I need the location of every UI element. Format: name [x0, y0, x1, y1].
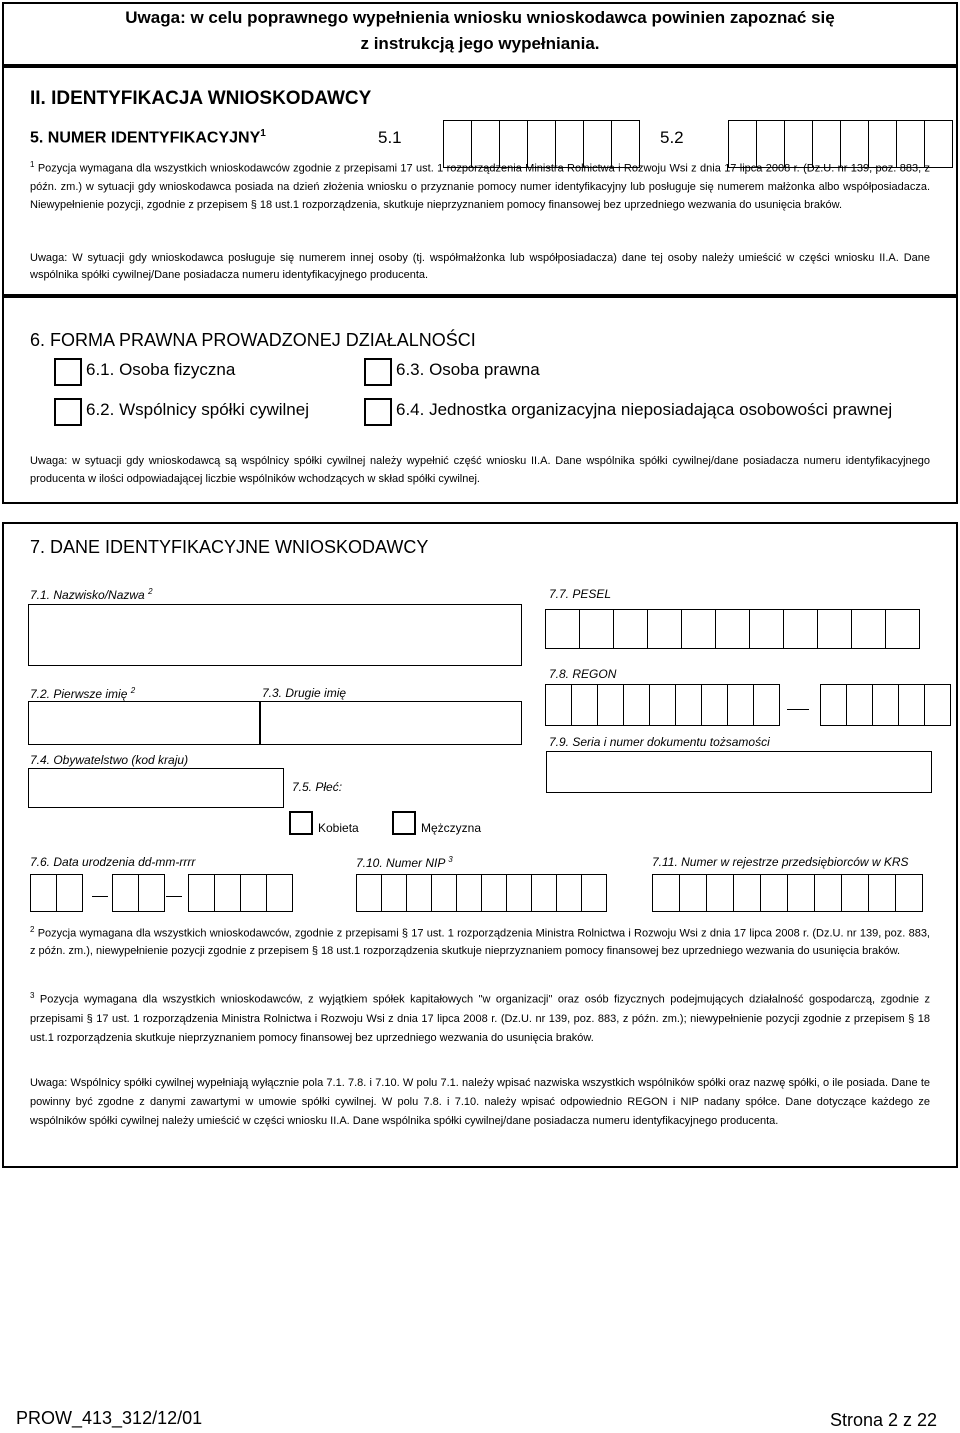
regon-dash — [787, 709, 809, 710]
gender-female-checkbox[interactable] — [289, 811, 313, 835]
nip-digit-cell[interactable] — [581, 874, 607, 912]
header-line-2: z instrukcją jego wypełniania. — [360, 34, 600, 53]
id-document-label: 7.9. Seria i numer dokumentu tożsamości — [549, 735, 770, 749]
nip-digit-cell[interactable] — [456, 874, 482, 912]
krs-digit-cell[interactable] — [679, 874, 707, 912]
legal-form-natural-person-checkbox[interactable] — [54, 358, 82, 386]
date-digit-cell[interactable] — [56, 874, 83, 912]
id-part-1-label: 5.1 — [378, 128, 402, 147]
gender-label: 7.5. Płeć: — [292, 780, 343, 794]
pesel-digit-cell[interactable] — [817, 609, 852, 649]
regon-digit-cell[interactable] — [649, 684, 676, 726]
pesel-label: 7.7. PESEL — [549, 587, 612, 601]
citizenship-field[interactable] — [28, 768, 284, 808]
legal-form-organizational-unit-label: 6.4. Jednostka organizacyjna nieposiadająca osobowości prawnej — [396, 400, 893, 419]
nip-digit-cell[interactable] — [431, 874, 457, 912]
gender-female-label: Kobieta — [318, 821, 359, 835]
surname-field[interactable] — [28, 604, 522, 666]
legal-form-legal-person-checkbox[interactable] — [364, 358, 392, 386]
pesel-digit-cell[interactable] — [851, 609, 886, 649]
nip-digit-cell[interactable] — [381, 874, 407, 912]
legal-form-legal-person-label: 6.3. Osoba prawna — [396, 360, 540, 379]
nip-digit-cell[interactable] — [406, 874, 432, 912]
date-digit-cell[interactable] — [240, 874, 267, 912]
krs-digit-cell[interactable] — [652, 874, 680, 912]
legal-form-civil-partnership-checkbox[interactable] — [54, 398, 82, 426]
section-2-title: II. IDENTYFIKACJA WNIOSKODAWCY — [30, 88, 372, 109]
header-line-1: Uwaga: w celu poprawnego wypełnienia wniosku wnioskodawca powinien zapoznać się — [125, 8, 835, 27]
id-number-label: 5. NUMER IDENTYFIKACYJNY$^1$ — [30, 128, 266, 147]
birth-date-dash-1 — [92, 896, 108, 897]
date-digit-cell[interactable] — [112, 874, 139, 912]
legal-form-civil-partnership-label: 6.2. Wspólnicy spółki cywilnej — [86, 400, 309, 419]
section-7-title: 7. DANE IDENTYFIKACYJNE WNIOSKODAWCY — [30, 537, 429, 557]
regon-digit-cell[interactable] — [753, 684, 780, 726]
krs-digit-cell[interactable] — [895, 874, 923, 912]
legal-form-natural-person-label: 6.1. Osoba fizyczna — [86, 360, 236, 379]
id-document-field[interactable] — [546, 751, 932, 793]
nip-digit-cell[interactable] — [481, 874, 507, 912]
nip-digit-cell[interactable] — [356, 874, 382, 912]
gender-male-label: Mężczyzna — [421, 821, 482, 835]
surname-label: 7.1. Nazwisko/Nazwa $^2$ — [30, 587, 153, 602]
section-6-title: 6. FORMA PRAWNA PROWADZONEJ DZIAŁALNOŚCI — [30, 330, 476, 350]
krs-digit-cell[interactable] — [787, 874, 815, 912]
regon-digit-cell[interactable] — [727, 684, 754, 726]
pesel-digit-cell[interactable] — [749, 609, 784, 649]
date-digit-cell[interactable] — [188, 874, 215, 912]
footnote-1: $^1$ Pozycja wymagana dla wszystkich wnioskodawców zgodnie z przepisami 17 ust. 1 rozporządzenia Ministra Rolnictwa i Rozwoju Wsi z dnia 17 lipca 2008 r. (Dz.U. nr 139, poz. 883, z późn. zm.) w sytuacji gdy wnioskodawca posiada na dzień złożenia wniosku o przyznanie pomocy numer identyfikacyjny lub posługuje się numerem małżonka albo współposiadacza. Niewypełnienie pozycji, zgodnie z przepisem § 18 ust.1 rozporządzenia, skutkuje nieprzyznaniem pomocy finansowej bez uprzedniego wezwania do usunięcia braków. — [30, 160, 930, 211]
pesel-digit-cell[interactable] — [681, 609, 716, 649]
pesel-digit-cell[interactable] — [783, 609, 818, 649]
krs-digit-cell[interactable] — [706, 874, 734, 912]
nip-digit-cell[interactable] — [531, 874, 557, 912]
regon-digit-cell[interactable] — [846, 684, 873, 726]
regon-digit-cell[interactable] — [597, 684, 624, 726]
regon-digit-cell[interactable] — [623, 684, 650, 726]
pesel-digit-cell[interactable] — [579, 609, 614, 649]
pesel-digit-cell[interactable] — [715, 609, 750, 649]
krs-digit-cell[interactable] — [814, 874, 842, 912]
first-name-label: 7.2. Pierwsze imię $^2$ — [30, 686, 136, 701]
regon-digit-cell[interactable] — [924, 684, 951, 726]
section-2-note: Uwaga: W sytuacji gdy wnioskodawca posługuje się numerem innej osoby (tj. współmałżonka lub współposiadacza) dane tej osoby należy umieścić w części wniosku II.A. Dane wspólnika spółki cywilnej/Dane posiadacza numeru identyfikacyjnego producenta. — [30, 252, 930, 281]
date-digit-cell[interactable] — [266, 874, 293, 912]
krs-digit-cell[interactable] — [733, 874, 761, 912]
id-part-2-label: 5.2 — [660, 128, 684, 147]
regon-digit-cell[interactable] — [820, 684, 847, 726]
footnote-3: $^3$ Pozycja wymagana dla wszystkich wnioskodawców, z wyjątkiem spółek kapitałowych "w organizacji" oraz osób fizycznych podejmujących działalność gospodarczą, zgodnie z przepisami § 17 ust. 1 rozporządzenia Ministra Rolnictwa i Rozwoju Wsi z dnia 17 lipca 2008 r. (Dz.U. nr 139, poz. 883, z późn. zm.); niewypełnienie pozycji zgodnie z przepisem § 18 ust.1 rozporządzenia skutkuje nieprzyznaniem pomocy finansowej bez uprzedniego wezwania do usunięcia braków. — [30, 991, 930, 1044]
regon-digit-cell[interactable] — [872, 684, 899, 726]
footnote-2: $^2$ Pozycja wymagana dla wszystkich wnioskodawców, zgodnie z przepisami § 17 ust. 1 rozporządzenia Ministra Rolnictwa i Rozwoju Wsi z dnia 17 lipca 2008 r. (Dz.U. nr 139, poz. 883, z późn. zm.), niewypełnienie pozycji zgodnie z przepisem § 18 ust.1 rozporządzenia skutkuje nieprzyznaniem pomocy finansowej bez uprzedniego wezwania do usunięcia braków. — [30, 925, 930, 957]
nip-digit-cell[interactable] — [506, 874, 532, 912]
pesel-digit-cell[interactable] — [885, 609, 920, 649]
krs-label: 7.11. Numer w rejestrze przedsiębiorców w KRS — [652, 855, 909, 869]
nip-label: 7.10. Numer NIP $^3$ — [356, 855, 453, 870]
nip-digit-cell[interactable] — [556, 874, 582, 912]
regon-label: 7.8. REGON — [549, 667, 617, 681]
page-number: Strona 2 z 22 — [830, 1410, 938, 1430]
second-name-field[interactable] — [260, 701, 522, 745]
krs-digit-cell[interactable] — [760, 874, 788, 912]
first-name-field[interactable] — [28, 701, 260, 745]
krs-digit-cell[interactable] — [841, 874, 869, 912]
regon-digit-cell[interactable] — [675, 684, 702, 726]
date-digit-cell[interactable] — [214, 874, 241, 912]
citizenship-label: 7.4. Obywatelstwo (kod kraju) — [30, 753, 189, 767]
section-7-note: Uwaga: Wspólnicy spółki cywilnej wypełniają wyłącznie pola 7.1. 7.8. i 7.10. W polu 7.1. należy wpisać nazwiska wszystkich wspólników spółki oraz nazwę spółki, o ile posiada. Dane te powinny być zgodne z danymi zawartymi w umowie spółki cywilnej. W polu 7.8. i 7.10. należy wpisać odpowiednio REGON i NIP nadany spółce. Dane dotyczące każdego ze wspólników spółki cywilnej należy umieścić w części wniosku II.A. Dane wspólnika spółki cywilnej/dane posiadacza numeru identyfikacyjnego producenta. — [30, 1077, 930, 1127]
birth-date-label: 7.6. Data urodzenia dd-mm-rrrr — [30, 855, 196, 869]
birth-date-dash-2 — [166, 896, 182, 897]
legal-form-organizational-unit-checkbox[interactable] — [364, 398, 392, 426]
date-digit-cell[interactable] — [138, 874, 165, 912]
pesel-digit-cell[interactable] — [545, 609, 580, 649]
regon-digit-cell[interactable] — [545, 684, 572, 726]
regon-digit-cell[interactable] — [898, 684, 925, 726]
date-digit-cell[interactable] — [30, 874, 57, 912]
pesel-digit-cell[interactable] — [613, 609, 648, 649]
regon-digit-cell[interactable] — [701, 684, 728, 726]
second-name-label: 7.3. Drugie imię — [262, 686, 347, 700]
pesel-digit-cell[interactable] — [647, 609, 682, 649]
gender-male-checkbox[interactable] — [392, 811, 416, 835]
section-6-note: Uwaga: w sytuacji gdy wnioskodawcą są wspólnicy spółki cywilnej należy wypełnić część wniosku II.A. Dane wspólnika spółki cywilnej/dane posiadacza numeru identyfikacyjnego producenta w ilości odpowiadającej liczbie wspólników wchodzących w skład spółki cywilnej. — [30, 455, 930, 485]
regon-digit-cell[interactable] — [571, 684, 598, 726]
krs-digit-cell[interactable] — [868, 874, 896, 912]
form-code: PROW_413_312/12/01 — [16, 1408, 203, 1428]
